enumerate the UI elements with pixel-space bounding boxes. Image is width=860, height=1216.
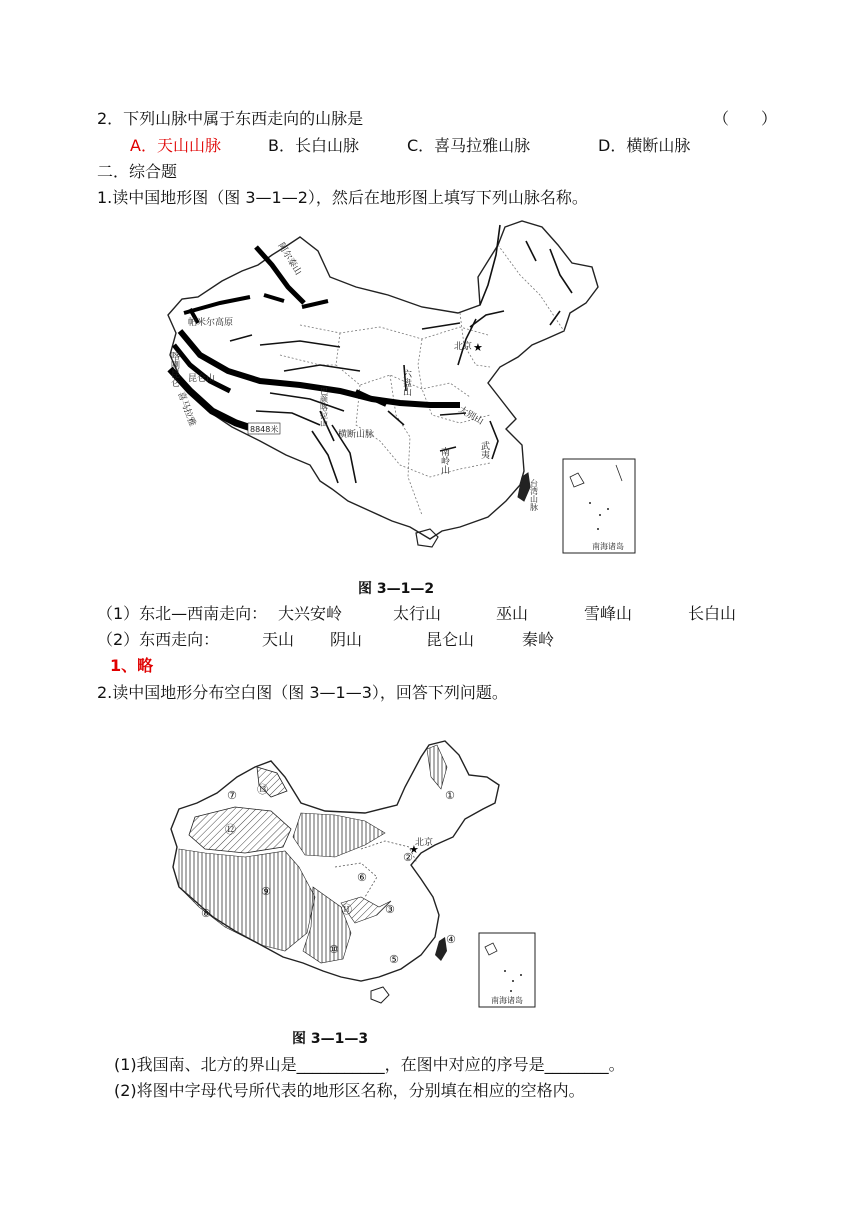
label-nanling: 南岭山 xyxy=(439,447,449,474)
question-2-1: (1)我国南、北方的界山是___________，在图中对应的序号是________。 xyxy=(114,1055,625,1074)
china-terrain-blank-map xyxy=(165,737,545,1012)
row1-item-5: 长白山 xyxy=(688,604,737,623)
figure-caption-2: 图 3—1—3 xyxy=(292,1031,369,1047)
option-c: C．喜马拉雅山脉 xyxy=(407,136,531,155)
region-10: ⑩ xyxy=(329,943,339,956)
label-kunlun: 昆仑山 xyxy=(188,374,216,384)
label-wuyi: 武夷 xyxy=(479,441,489,459)
section-heading: 二．综合题 xyxy=(97,162,178,181)
region-1: ① xyxy=(445,789,455,802)
svg-text:★: ★ xyxy=(409,843,419,856)
label-dabie: 大别山 xyxy=(456,404,485,428)
row1-item-4: 雪峰山 xyxy=(584,604,633,623)
label-pamir: 帕米尔高原 xyxy=(188,318,234,328)
option-b: B．长白山脉 xyxy=(268,136,359,155)
row1-label: （1）东北—西南走向： xyxy=(97,604,268,623)
comprehensive-1-stem: 1.读中国地形图（图 3—1—2），然后在地形图上填写下列山脉名称。 xyxy=(97,188,588,207)
region-13: ⑬ xyxy=(257,783,268,796)
row2-item-3: 昆仑山 xyxy=(426,630,475,649)
option-a: A．天山山脉 xyxy=(130,136,221,155)
region-12: ⑫ xyxy=(225,823,236,836)
label-altai: 阿尔泰山 xyxy=(275,241,304,278)
row2-item-4: 秦岭 xyxy=(522,630,555,649)
answer-1: 1、略 xyxy=(110,656,154,675)
label-beijing: 北京 xyxy=(454,342,473,352)
comprehensive-2-stem: 2.读中国地形分布空白图（图 3—1—3），回答下列问题。 xyxy=(97,683,508,702)
label-nanhai-1: 南海诸岛 xyxy=(592,542,624,551)
label-himalaya: 喜马拉雅 xyxy=(175,390,197,428)
question-2-2: (2)将图中字母代号所代表的地形区名称，分别填在相应的空格内。 xyxy=(114,1081,585,1100)
row2-item-1: 天山 xyxy=(262,630,295,649)
region-7: ⑦ xyxy=(227,789,237,802)
label-taiwan: 台湾山脉 xyxy=(529,479,539,511)
question-2-stem: 2．下列山脉中属于东西走向的山脉是 xyxy=(97,109,364,128)
label-beijing-2: 北京 xyxy=(415,838,434,848)
row2-item-2: 阴山 xyxy=(330,630,363,649)
option-d: D．横断山脉 xyxy=(598,136,691,155)
label-peak: 8848米 xyxy=(250,425,279,434)
answer-parentheses: （ ） xyxy=(713,109,778,128)
svg-text:★: ★ xyxy=(473,341,483,354)
row2-label: （2）东西走向： xyxy=(97,630,220,649)
region-11: ⑪ xyxy=(341,903,352,916)
row1-item-1: 大兴安岭 xyxy=(278,604,343,623)
region-4: ④ xyxy=(446,933,456,946)
label-liupan: 六盘山 xyxy=(401,369,411,396)
label-bayan: 巴颜喀拉山 xyxy=(319,387,329,427)
label-nanhai-2: 南海诸岛 xyxy=(491,996,523,1005)
region-9: ⑨ xyxy=(261,885,271,898)
region-8: ⑧ xyxy=(201,907,211,920)
label-karakoram: 喀喇昆仑 xyxy=(169,351,179,387)
region-3: ③ xyxy=(385,903,395,916)
label-hengduan: 横断山脉 xyxy=(338,430,375,440)
row1-item-2: 太行山 xyxy=(393,604,442,623)
region-6: ⑥ xyxy=(357,871,367,884)
china-terrain-map xyxy=(160,215,640,560)
row1-item-3: 巫山 xyxy=(496,604,529,623)
region-5: ⑤ xyxy=(389,953,399,966)
region-2: ② xyxy=(403,851,413,864)
figure-caption-1: 图 3—1—2 xyxy=(358,581,435,597)
